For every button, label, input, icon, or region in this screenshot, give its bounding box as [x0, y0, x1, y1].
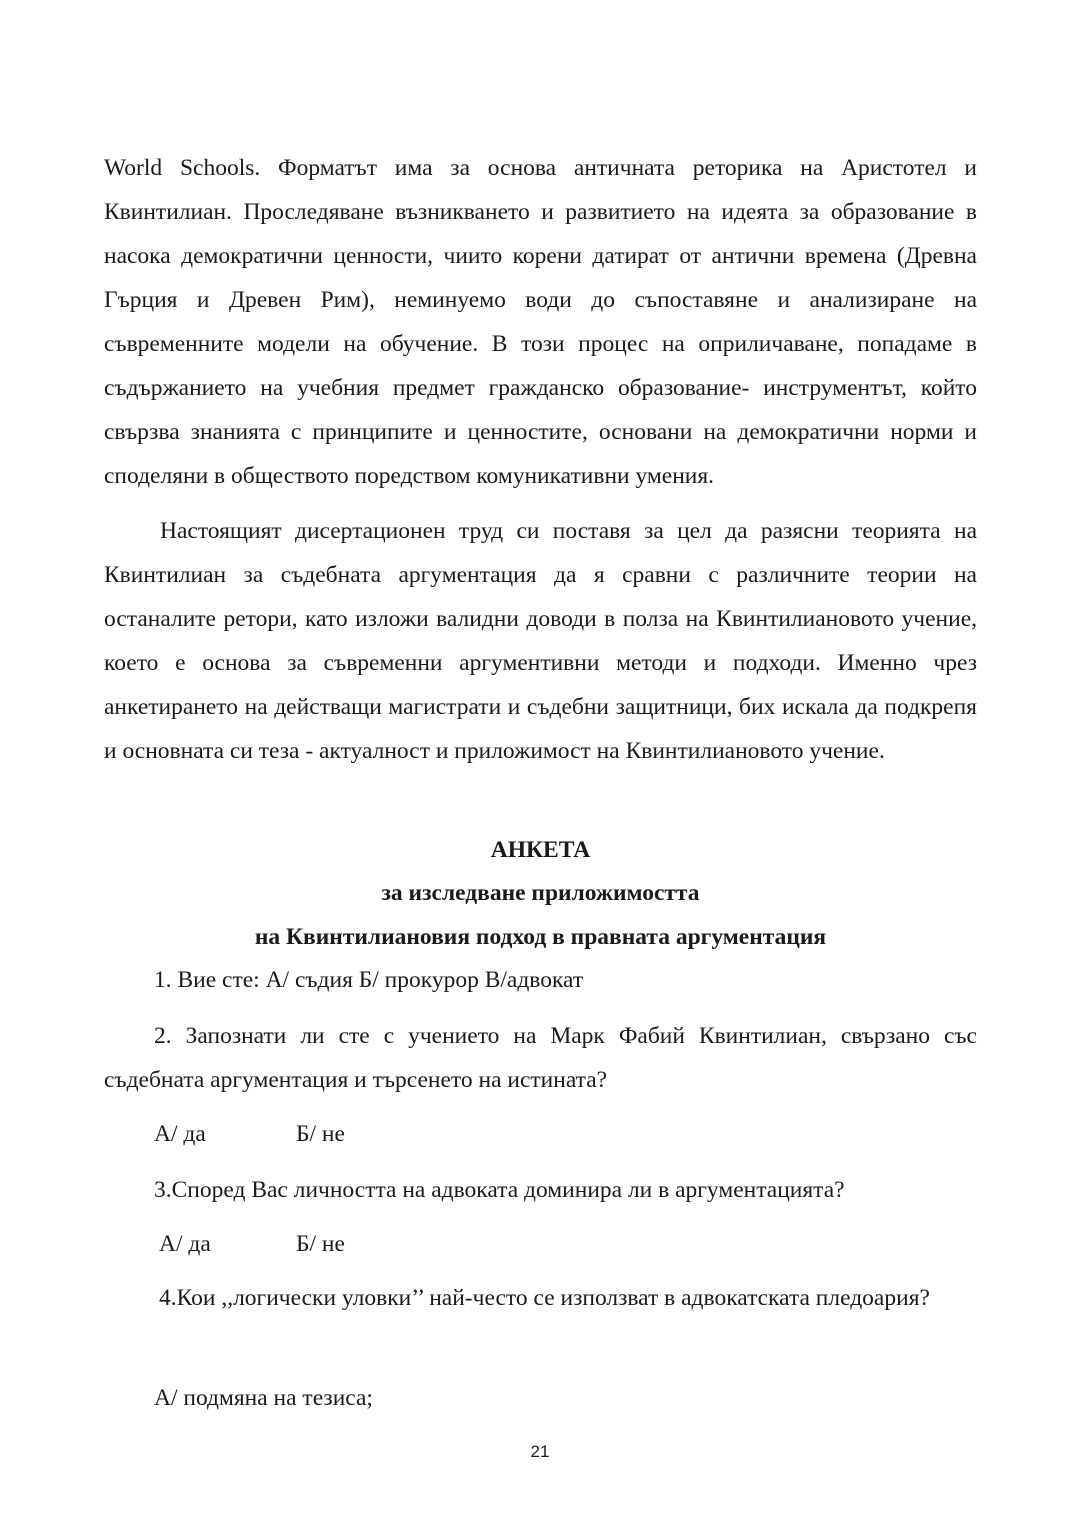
answer-option-a: А/ подмяна на тезиса; — [154, 1385, 373, 1411]
page-number: 21 — [530, 1442, 550, 1461]
answer-option-b: Б/ не — [296, 1231, 345, 1257]
answer-option-a: А/ да — [159, 1231, 211, 1257]
survey-subtitle: за изследване приложимостта — [381, 880, 700, 906]
question-3: 3.Според Вас личността на адвоката доминира ли в аргументацията? — [154, 1177, 845, 1203]
survey-subtitle-2: на Квинтилиановия подход в правната аргументация — [254, 924, 827, 950]
question-1: 1. Вие сте: А/ съдия Б/ прокурор В/адвокат — [154, 967, 584, 993]
answer-option-a: А/ да — [154, 1121, 206, 1147]
paragraph-thesis: Настоящият дисертационен труд си поставя за цел да разясни теорията на Квинтилиан за съдебната аргументация да я сравни с различните теории на останалите ретори, като изложи валидни доводи в полза на Квинтилиановото учение, което е основа за съвременни аргументивни методи и подходи. Именно чрез анкетирането на действащи магистрати и съдебни защитници, бих искала да подкрепя и основната си теза - актуалност и приложимост на Квинтилиановото учение. — [104, 518, 977, 764]
answer-option-b: Б/ не — [296, 1121, 345, 1147]
question-4: 4.Кои ,,логически уловки’’ най-често се използват в адвокатската пледоария? — [159, 1285, 930, 1311]
survey-title: АНКЕТА — [490, 837, 591, 863]
question-2: 2. Запознати ли сте с учението на Марк Фабий Квинтилиан, свързано със съдебната аргументация и търсенето на истината? — [104, 1023, 977, 1093]
paragraph-intro: World Schools. Форматът има за основа античната реторика на Аристотел и Квинтилиан. Проследяване възникването и развитието на идеята за образование в насока демократични ценности, чиито корени датират от антични времена (Древна Гърция и Древен Рим), неминуемо води до съпоставяне и анализиране на съвременните модели на обучение. В този процес на оприличаване, попадаме в съдържанието на учебния предмет гражданско образование- инструментът, който свързва знанията с принципите и ценностите, основани на демократични норми и споделяни в обществото поредством комуникативни умения. — [104, 155, 977, 489]
